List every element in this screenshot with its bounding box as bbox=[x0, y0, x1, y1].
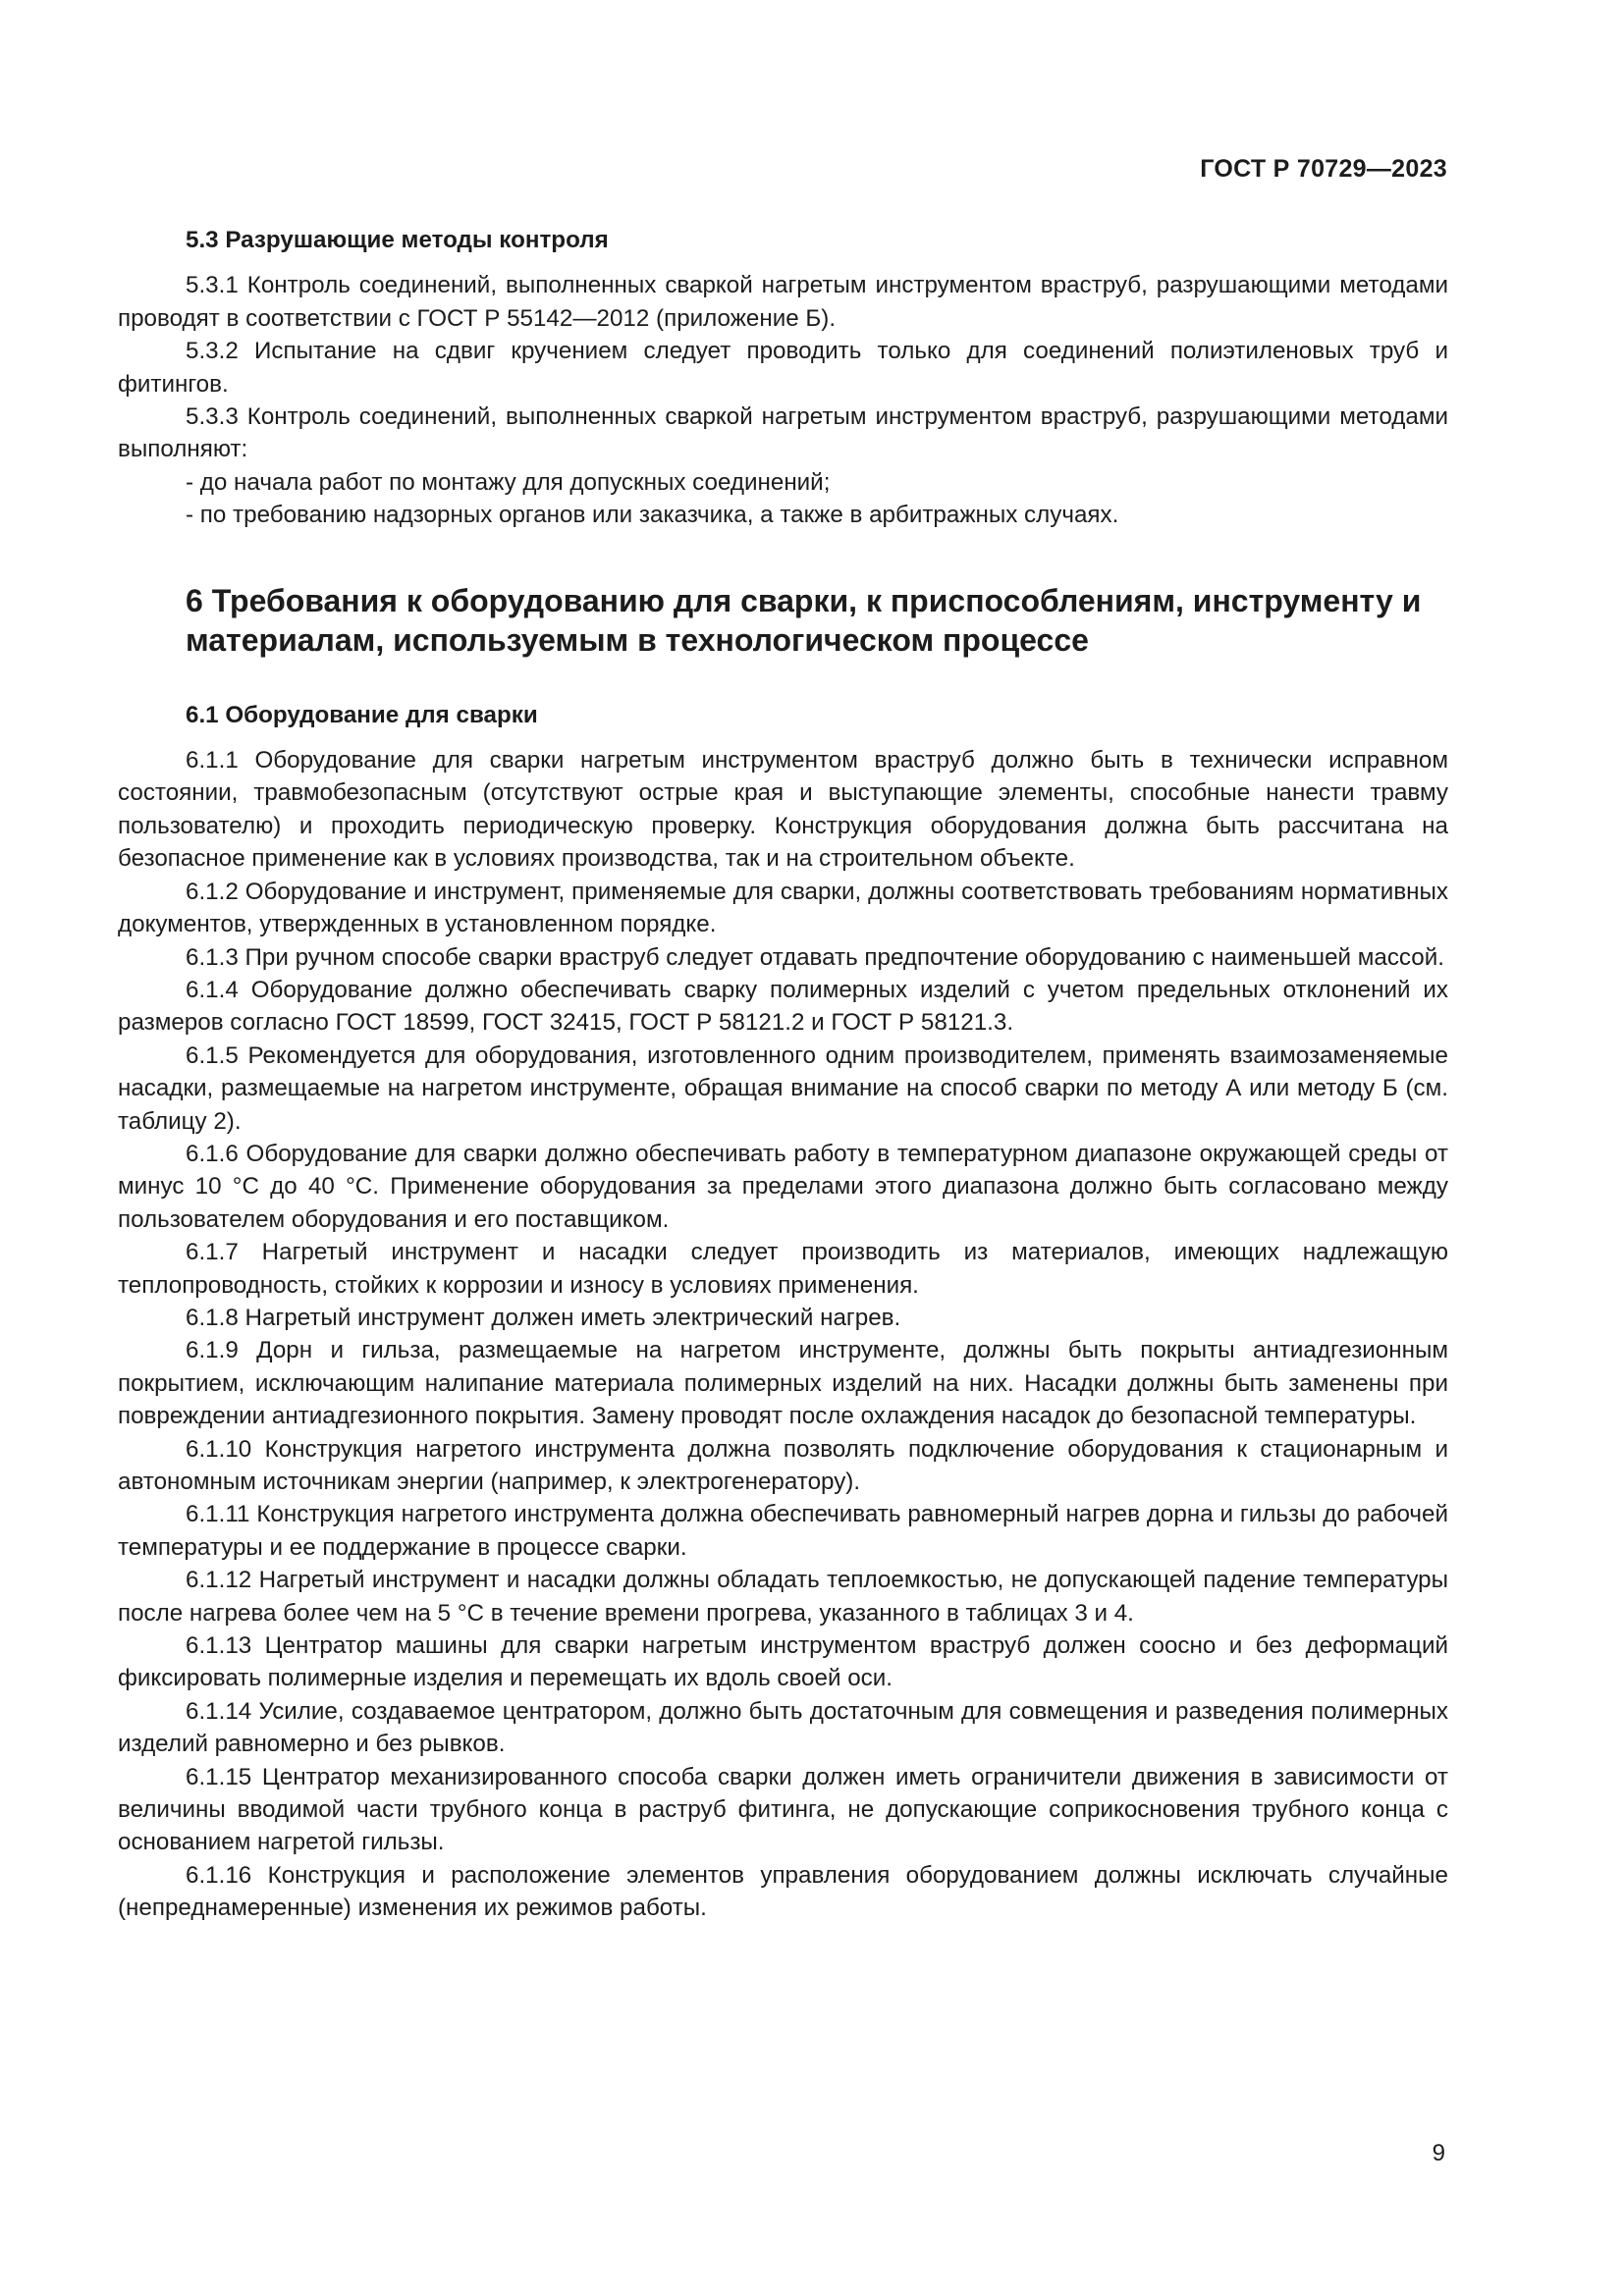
paragraph-6-1-1: 6.1.1 Оборудование для сварки нагретым инструментом враструб должно быть в технически исправном состоянии, травмобезопасным (отсутствуют острые края и выступающие элементы, способные нанести травму пользователю) и проходить периодическую проверку. Конструкция оборудования должна быть рассчитана на безопасное применение как в условиях производства, так и на строительном объекте. bbox=[118, 747, 1448, 873]
paragraph-6-1-14: 6.1.14 Усилие, создаваемое центратором, должно быть достаточным для совмещения и разведения полимерных изделий равномерно и без рывков. bbox=[118, 1697, 1448, 1758]
paragraph-5-3-1: 5.3.1 Контроль соединений, выполненных сваркой нагретым инструментом враструб, разрушающими методами проводят в соответствии с ГОСТ Р 55142—2012 (приложение Б). bbox=[118, 272, 1448, 332]
paragraph-6-1-15: 6.1.15 Центратор механизированного способа сварки должен иметь ограничители движения в зависимости от величины вводимой части трубного конца в раструб фитинга, не допускающие соприкосновения трубного конца с основанием нагретой гильзы. bbox=[118, 1763, 1448, 1856]
document-code: ГОСТ Р 70729—2023 bbox=[1200, 155, 1447, 183]
paragraph-6-1-2: 6.1.2 Оборудование и инструмент, применяемые для сварки, должны соответствовать требованиям нормативных документов, утвержденных в установленном порядке. bbox=[118, 878, 1448, 938]
paragraph-6-1-10: 6.1.10 Конструкция нагретого инструмента должна позволять подключение оборудования к стационарным и автономным источникам энергии (например, к электрогенератору). bbox=[118, 1435, 1448, 1495]
paragraph-6-1-4: 6.1.4 Оборудование должно обеспечивать сварку полимерных изделий с учетом предельных отклонений их размеров согласно ГОСТ 18599, ГОСТ 32415, ГОСТ Р 58121.2 и ГОСТ Р 58121.3. bbox=[118, 976, 1448, 1037]
paragraph-5-3-3: 5.3.3 Контроль соединений, выполненных сваркой нагретым инструментом враструб, разрушающими методами выполняют: bbox=[118, 403, 1448, 463]
paragraph-6-1-12: 6.1.12 Нагретый инструмент и насадки должны обладать теплоемкостью, не допускающей падение температуры после нагрева более чем на 5 °С в течение времени прогрева, указанного в таблицах 3 и 4. bbox=[118, 1567, 1448, 1627]
section-heading-6: 6 Требования к оборудованию для сварки, к приспособлениям, инструменту и материалам, используемым в технологическом процессе bbox=[186, 582, 1422, 658]
paragraph-6-1-3: 6.1.3 При ручном способе сварки враструб следует отдавать предпочтение оборудованию с наименьшей массой. bbox=[186, 943, 1444, 971]
paragraph-6-1-6: 6.1.6 Оборудование для сварки должно обеспечивать работу в температурном диапазоне окружающей среды от минус 10 °С до 40 °С. Применение оборудования за пределами этого диапазона должно быть согласовано между пользователем оборудования и его поставщиком. bbox=[118, 1140, 1448, 1233]
page-content bbox=[118, 224, 1448, 1925]
list-item: - до начала работ по монтажу для допускных соединений; bbox=[186, 468, 831, 496]
subheading-5-3: 5.3 Разрушающие методы контроля bbox=[186, 227, 609, 253]
paragraph-6-1-16: 6.1.16 Конструкция и расположение элементов управления оборудованием должны исключать случайные (непреднамеренные) изменения их режимов работы. bbox=[118, 1861, 1448, 1922]
subheading-6-1: 6.1 Оборудование для сварки bbox=[186, 701, 538, 728]
paragraph-6-1-7: 6.1.7 Нагретый инструмент и насадки следует производить из материалов, имеющих надлежащую теплопроводность, стойких к коррозии и износу в условиях применения. bbox=[118, 1239, 1448, 1299]
paragraph-6-1-9: 6.1.9 Дорн и гильза, размещаемые на нагретом инструменте, должны быть покрыты антиадгезионным покрытием, исключающим налипание материала полимерных изделий на них. Насадки должны быть заменены при повреждении антиадгезионного покрытия. Замену проводят после охлаждения насадок до безопасной температуры. bbox=[118, 1337, 1448, 1430]
paragraph-5-3-2: 5.3.2 Испытание на сдвиг кручением следует проводить только для соединений полиэтиленовых труб и фитингов. bbox=[118, 338, 1448, 398]
page-number: 9 bbox=[1432, 2140, 1445, 2166]
list-item: - по требованию надзорных органов или заказчика, а также в арбитражных случаях. bbox=[186, 502, 1119, 529]
paragraph-6-1-11: 6.1.11 Конструкция нагретого инструмента должна обеспечивать равномерный нагрев дорна и гильзы до рабочей температуры и ее поддержание в процессе сварки. bbox=[118, 1501, 1448, 1561]
paragraph-6-1-8: 6.1.8 Нагретый инструмент должен иметь электрический нагрев. bbox=[186, 1304, 901, 1331]
paragraph-6-1-13: 6.1.13 Центратор машины для сварки нагретым инструментом враструб должен соосно и без деформаций фиксировать полимерные изделия и перемещать их вдоль своей оси. bbox=[118, 1632, 1448, 1692]
paragraph-6-1-5: 6.1.5 Рекомендуется для оборудования, изготовленного одним производителем, применять взаимозаменяемые насадки, размещаемые на нагретом инструменте, обращая внимание на способ сварки по методу А или методу Б (см. таблицу 2). bbox=[118, 1041, 1448, 1135]
